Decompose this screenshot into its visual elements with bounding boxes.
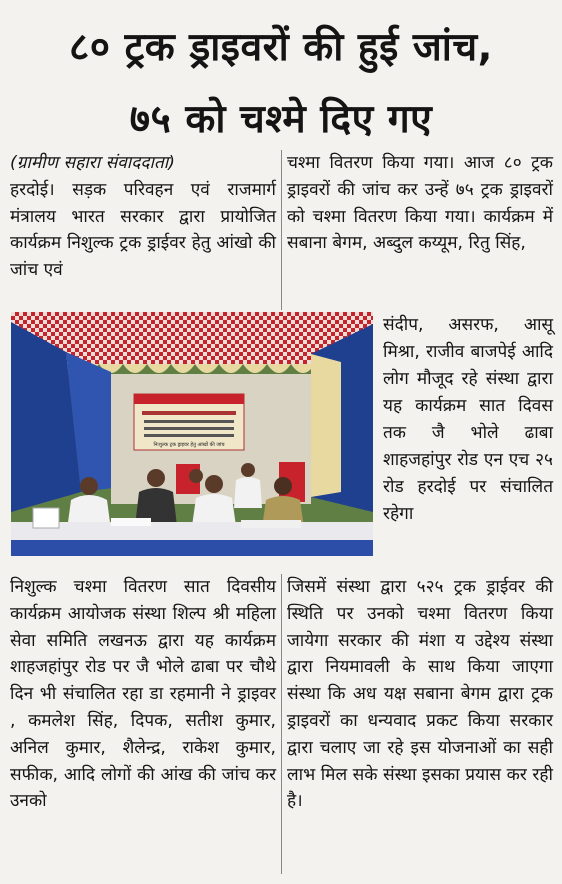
headline-line-2: ७५ को चश्मे दिए गए [129,97,433,142]
article-column-left-top [10,150,276,284]
eye-camp-tent-photo [11,312,373,556]
article-paragraph: संदीप, असरफ, आसू मिश्रा, राजीव बाजपेई आदि लोग मौजूद रहे संस्था द्वारा यह कार्यक्रम सात दिवस तक जै भोले ढाबा शाहजहांपुर रोड एन एच २५ रोड हरदोई पर संचालित रहेगा [383,315,553,524]
column-divider [281,574,282,874]
article-paragraph: चश्मा वितरण किया गया। आज ८० ट्रक ड्राइवरों की जांच कर उन्हें ७५ ट्रक ड्राइवरों को चश्मा वितरण किया गया। कार्यक्रम में सबाना बेगम, अब्दुल कय्यूम, रितु सिंह, [287,153,553,254]
column-divider [281,150,282,310]
article-paragraph: निशुल्क चश्मा वितरण सात दिवसीय कार्यक्रम आयोजक संस्था शिल्प श्री महिला सेवा समिति लखनऊ द्वारा यह कार्यक्रम शाहजहांपुर रोड पर जै भोले ढाबा पर चौथे दिन भी संचालित रहा डा रहमानी ने ड्राइवर , कमलेश सिंह, दिपक, सतीश कुमार, अनिल कुमार, शैलेन्द्र, राकेश कुमार, सफीक, आदि लोगों की आंख की जांच कर उनको [10,577,276,812]
article-paragraph: हरदोई। सड़क परिवहन एवं राजमार्ग मंत्रालय भारत सरकार द्वारा प्रायोजित कार्यक्रम निशुल्क ट्रक ड्राईवर हेतु आंखो की जांच एवं [10,179,276,281]
article-column-right-middle [383,312,553,528]
article-column-right-bottom [287,574,553,815]
article-paragraph: जिसमें संस्था द्वारा ५२५ ट्रक ड्राईवर की स्थिति पर उनको चश्मा वितरण किया जायेगा सरकार की मंशा य उद्देश्य संस्था द्वारा नियमावली के साथ किया जाएगा संस्था कि अध यक्ष सबाना बेगम द्वारा ट्रक ड्राइवरों का धन्यवाद प्रकट किया सरकार द्वारा चलाए जा रहे इस योजनाओं का सही लाभ मिल सके संस्था इसका प्रयास कर रही है। [287,577,553,812]
news-photo [11,312,373,556]
article-column-left-bottom [10,574,276,815]
byline: (ग्रामीण सहारा संवाददाता) [10,153,175,173]
headline [0,12,562,156]
article-column-right-top [287,150,553,257]
photo-banner-text: निःशुल्क ट्रक ड्राइवर हेतु आंखों की जांच [153,442,225,448]
headline-line-1: ८० ट्रक ड्राइवरों की हुई जांच, [69,25,493,70]
